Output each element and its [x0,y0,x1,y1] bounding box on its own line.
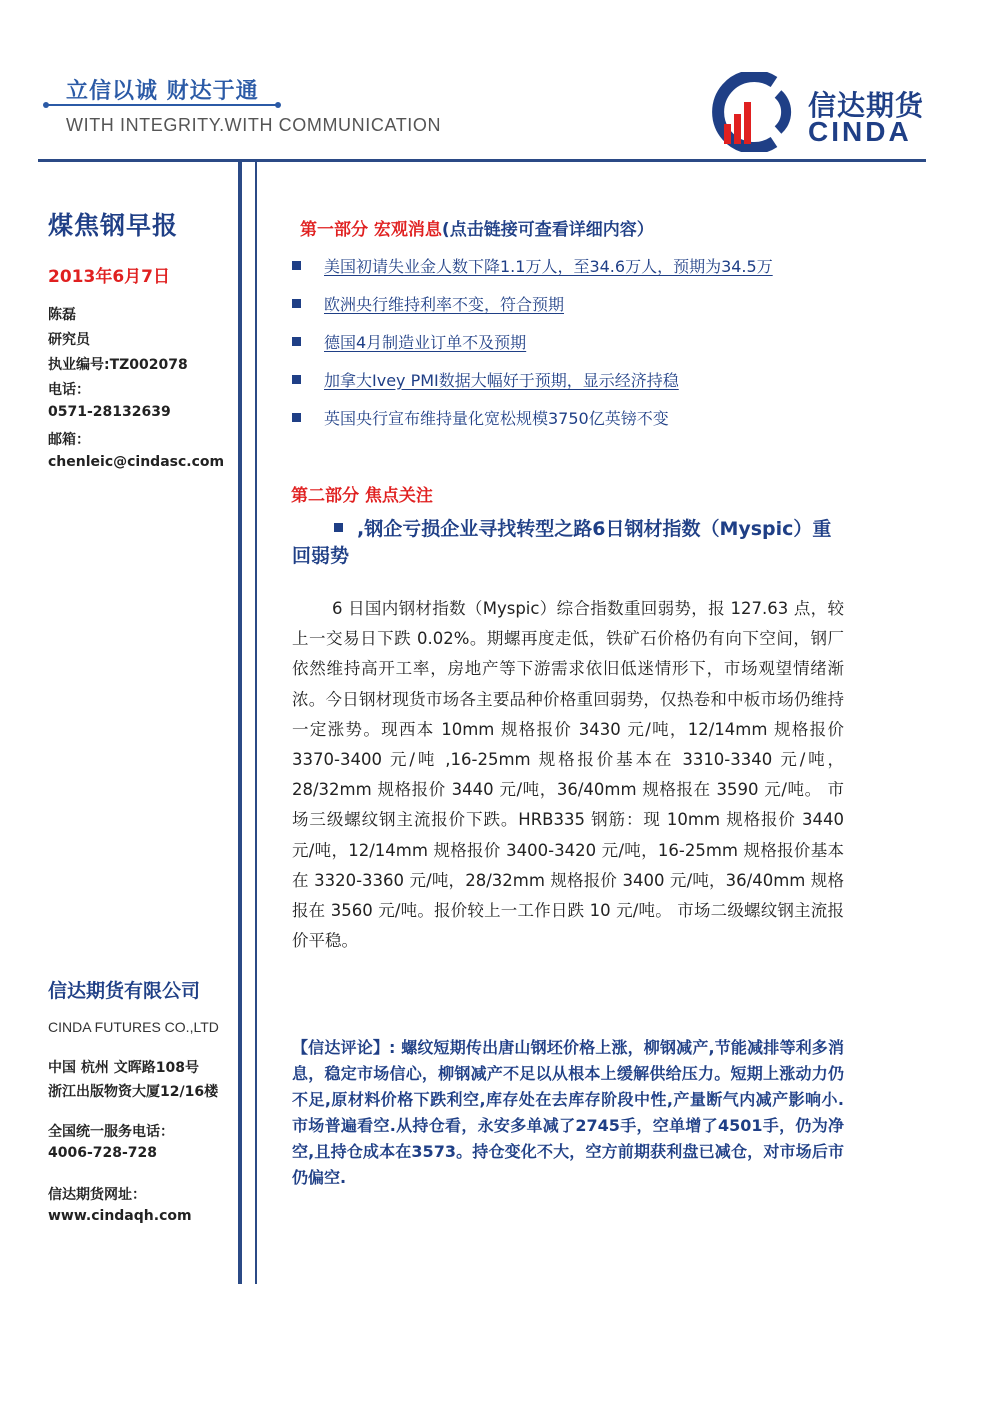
sidebar-divider-thick [238,162,242,1284]
header-divider [38,159,926,162]
focus-headline [292,516,846,570]
square-bullet-icon [292,261,301,270]
address-line-1: 中国 杭州 文晖路108号 [48,1060,199,1076]
news-text-boe-qe: 英国央行宣布维持量化宽松规模3750亿英镑不变 [324,408,669,428]
slogan-english: WITH INTEGRITY.WITH COMMUNICATION [66,115,442,135]
news-item[interactable] [292,291,564,315]
report-date: 2013年6月7日 [48,267,170,287]
cinda-logo-mark-icon [702,72,802,152]
square-bullet-icon [334,523,343,532]
hotline-number: 4006-728-728 [48,1145,158,1161]
email-label: 邮箱： [48,432,90,448]
square-bullet-icon [292,375,301,384]
news-item [292,405,669,429]
news-link-ecb-rate[interactable]: 欧洲央行维持利率不变，符合预期 [324,294,565,314]
section2-title: 第二部分 焦点关注 [291,486,433,506]
website-label: 信达期货网址： [48,1187,146,1203]
cinda-comment: 【信达评论】: 螺纹短期传出唐山钢坯价格上涨，柳钢减产,节能减排等利多消息，稳定市场信心，柳钢减产不足以从根本上缓解供给压力。短期上涨动力仍不足,原材料价格下跌利空,库存处在去库存阶段中性,产量断气内减产影响小.市场普遍看空.从持仓看，永安多单减了2745手，空单增了4501手，仍为净空,且持仓成本在3573。持仓变化不大，空方前期获利盘已减仓，对市场后市仍偏空. [292,1038,844,1187]
author-license: 执业编号:TZ002078 [48,357,188,373]
author-role: 研究员 [48,332,90,348]
news-item[interactable] [292,367,679,391]
cinda-logo [702,72,928,152]
slogan-dot-right [275,102,281,108]
news-link-germany-orders[interactable]: 德国4月制造业订单不及预期 [324,332,527,352]
focus-body-paragraph: 6 日国内钢材指数（Myspic）综合指数重回弱势，报 127.63 点，较上一交易日下跌 0.02%。期螺再度走低，铁矿石价格仍有向下空间，钢厂依然维持高开工率，房地产等下游需求依旧低迷情形下，市场观望情绪渐浓。今日钢材现货市场各主要品种价格重回弱势，仅热卷和中板市场仍维持一定涨势。现西本 10mm 规格报价 3430 元/吨，12/14mm 规格报价 3370-3400 元/吨 ,16-25mm 规格报价基本在 3310-3340 元/吨，28/32mm 规格报价 3440 元/吨，36/40mm 规格报在 3590 元/吨。 市场三级螺纹钢主流报价下跌。HRB335 钢筋：现 10mm 规格报价 3440 元/吨，12/14mm 规格报价 3400-3420 元/吨，16-25mm 规格报价基本在 3320-3360 元/吨，28/32mm 规格报价 3400 元/吨，36/40mm 规格报在 3560 元/吨。报价较上一工作日跌 10 元/吨。 市场二级螺纹钢主流报价平稳。 [292,599,844,951]
section1-note: (点击链接可查看详细内容） [441,220,654,240]
website-url[interactable]: www.cindaqh.com [48,1208,192,1224]
square-bullet-icon [292,299,301,308]
news-link-us-jobless[interactable]: 美国初请失业金人数下降1.1万人，至34.6万人，预期为34.5万 [324,256,773,276]
report-title: 煤焦钢早报 [48,211,179,240]
slogan-dot-left [43,102,49,108]
address-line-2: 浙江出版物资大厦12/16楼 [48,1084,219,1100]
section1-title: 第一部分 宏观消息 [300,220,442,240]
company-name-english: CINDA FUTURES CO.,LTD [48,1019,219,1035]
news-item[interactable] [292,253,773,277]
email-address[interactable]: chenleic@cindasc.com [48,454,225,470]
slogan-underline [46,104,278,106]
slogan-chinese: 立信以诚 财达于通 [66,79,259,104]
author-name: 陈磊 [48,307,76,323]
logo-chinese-name: 信达期货 [808,89,925,122]
square-bullet-icon [292,337,301,346]
phone-label: 电话： [48,382,90,398]
company-name: 信达期货有限公司 [48,980,201,1002]
focus-headline-text: ,钢企亏损企业寻找转型之路6日钢材指数（Myspic）重回弱势 [292,518,832,567]
logo-english-name: CINDA [808,116,912,147]
hotline-label: 全国统一服务电话： [48,1124,174,1140]
sidebar-divider-thin [255,162,257,1284]
section1-heading [300,215,654,240]
square-bullet-icon [292,413,301,422]
phone-number: 0571-28132639 [48,404,171,420]
news-item[interactable] [292,329,526,353]
news-link-canada-pmi[interactable]: 加拿大Ivey PMI数据大幅好于预期，显示经济持稳 [324,370,679,390]
